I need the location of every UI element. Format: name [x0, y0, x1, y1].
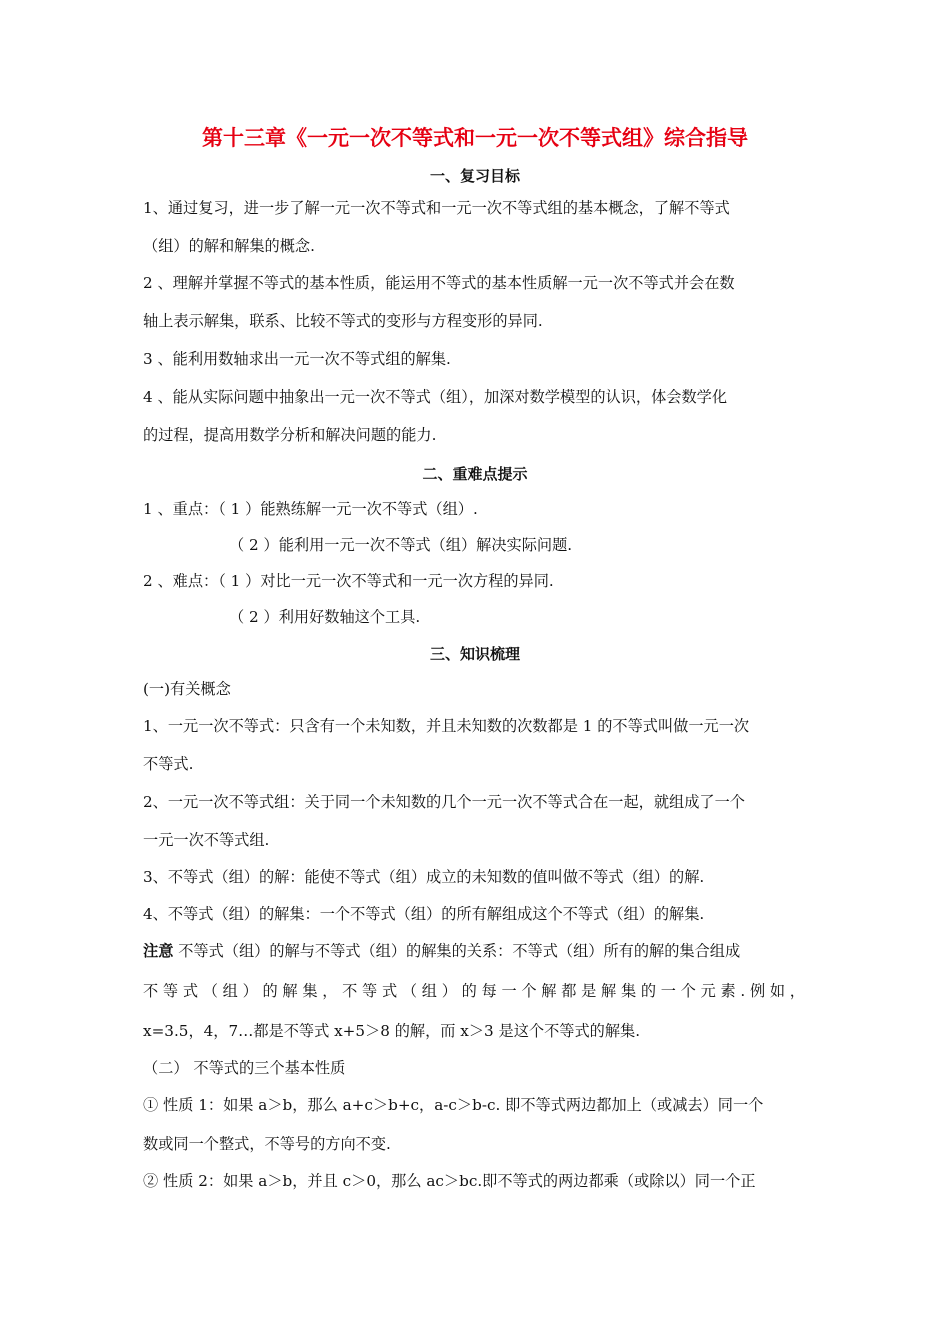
note-paragraph-line	[143, 941, 740, 961]
paragraph-line: 一元一次不等式组.	[143, 831, 270, 849]
paragraph-line: 轴上表示解集，联系、比较不等式的变形与方程变形的异同.	[143, 312, 543, 330]
paragraph-line: 3 、能利用数轴求出一元一次不等式组的解集.	[143, 350, 451, 368]
subsection-heading: (一)有关概念	[143, 680, 231, 698]
note-paragraph-line: 不等式（组）的解集，不等式（组）的每一个解都是解集的一个元素.例如，	[143, 982, 805, 1000]
paragraph-line: 数或同一个整式，不等号的方向不变.	[143, 1135, 391, 1153]
paragraph-line: 不等式.	[143, 755, 194, 773]
paragraph-line: （ 2 ）利用好数轴这个工具.	[229, 608, 421, 626]
note-paragraph-line: x=3.5，4，7…都是不等式 x+5＞8 的解，而 x＞3 是这个不等式的解集.	[143, 1022, 641, 1040]
paragraph-line: ① 性质 1：如果 a＞b，那么 a+c＞b+c，a-c＞b-c. 即不等式两边都加上（或减去）同一个	[143, 1096, 764, 1114]
paragraph-line: 4 、能从实际问题中抽象出一元一次不等式（组），加深对数学模型的认识，体会数学化	[143, 388, 728, 406]
paragraph-line: 2 、难点：（ 1 ）对比一元一次不等式和一元一次方程的异同.	[143, 572, 554, 590]
note-label: 注意	[143, 942, 174, 960]
document-title: 第十三章《一元一次不等式和一元一次不等式组》综合指导	[202, 126, 748, 150]
subsection-heading: （二） 不等式的三个基本性质	[143, 1059, 346, 1077]
paragraph-line: ② 性质 2：如果 a＞b，并且 c＞0，那么 ac＞bc.即不等式的两边都乘（或除以）同一个正	[143, 1172, 756, 1190]
paragraph-line: 4、不等式（组）的解集：一个不等式（组）的所有解组成这个不等式（组）的解集.	[143, 905, 705, 923]
paragraph-line: （ 2 ）能利用一元一次不等式（组）解决实际问题.	[229, 536, 573, 554]
paragraph-line: 1、通过复习，进一步了解一元一次不等式和一元一次不等式组的基本概念，了解不等式	[143, 199, 730, 217]
paragraph-line: 1、一元一次不等式：只含有一个未知数，并且未知数的次数都是 1 的不等式叫做一元一次	[143, 717, 750, 735]
paragraph-line: 1 、重点：（ 1 ）能熟练解一元一次不等式（组）.	[143, 500, 478, 518]
paragraph-line: 3、不等式（组）的解：能使不等式（组）成立的未知数的值叫做不等式（组）的解.	[143, 868, 705, 886]
paragraph-line: 2 、理解并掌握不等式的基本性质，能运用不等式的基本性质解一元一次不等式并会在数	[143, 274, 735, 292]
paragraph-line: 2、一元一次不等式组：关于同一个未知数的几个一元一次不等式合在一起，就组成了一个	[143, 793, 745, 811]
section-heading-review-goals: 一、复习目标	[429, 167, 520, 185]
paragraph-line: （组）的解和解集的概念.	[143, 237, 315, 255]
section-heading-key-points: 二、重难点提示	[422, 465, 528, 483]
section-heading-knowledge: 三、知识梳理	[429, 645, 520, 663]
note-text: 不等式（组）的解与不等式（组）的解集的关系：不等式（组）所有的解的集合组成	[173, 942, 741, 960]
paragraph-line: 的过程，提高用数学分析和解决问题的能力.	[143, 426, 437, 444]
